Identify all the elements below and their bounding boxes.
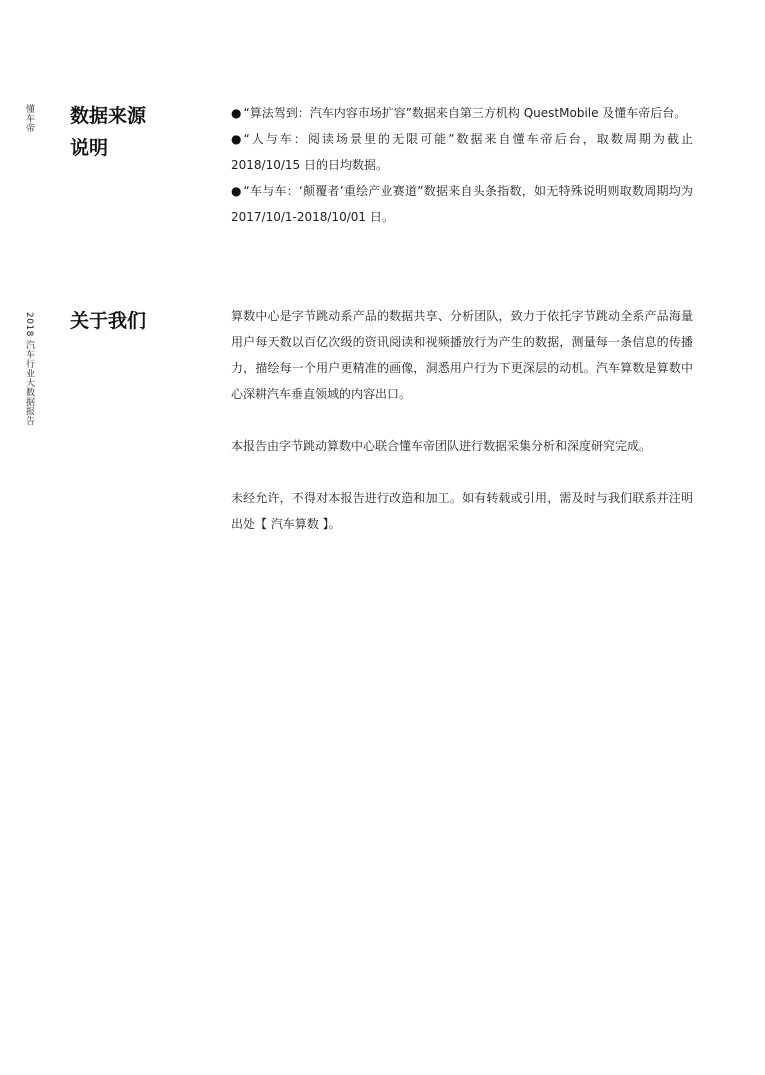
about-paragraph: 未经允许，不得对本报告进行改造和加工。如有转载或引用，需及时与我们联系并注明出处【 汽车算数 】。 — [231, 491, 693, 531]
list-item — [231, 178, 693, 230]
about-us-content — [231, 303, 693, 563]
data-sources-heading-line1: 数据来源 — [70, 105, 147, 127]
bullet-icon: ● — [231, 184, 242, 198]
data-source-text: “人与车：阅读场景里的无限可能”数据来自懂车帝后台，取数周期为截止 2018/10/15 日的日均数据。 — [231, 132, 693, 172]
list-item — [231, 126, 693, 178]
about-paragraph: 本报告由字节跳动算数中心联合懂车帝团队进行数据采集分析和深度研究完成。 — [231, 439, 652, 453]
about-us-heading: 关于我们 — [70, 310, 147, 332]
sidebar-brand-label: 懂车帝 — [24, 104, 34, 133]
data-sources-heading — [70, 100, 180, 164]
data-sources-list — [231, 100, 693, 230]
sidebar-report-title: 2018 汽车行业大数据报告 — [24, 312, 34, 426]
data-source-text: “车与车：‘颠覆者’重绘产业赛道”数据来自头条指数，如无特殊说明则取数周期均为 2017/10/1-2018/10/01 日。 — [231, 184, 693, 224]
data-sources-heading-line2: 说明 — [70, 137, 109, 159]
list-item — [231, 100, 693, 126]
bullet-icon: ● — [231, 106, 242, 120]
bullet-icon: ● — [231, 132, 242, 146]
data-source-text: “算法驾到：汽车内容市场扩容”数据来自第三方机构 QuestMobile 及懂车帝后台。 — [243, 106, 687, 120]
about-paragraph: 算数中心是字节跳动系产品的数据共享、分析团队，致力于依托字节跳动全系产品海量用户每天数以百亿次级的资讯阅读和视频播放行为产生的数据，测量每一条信息的传播力，描绘每一个用户更精准的画像，洞悉用户行为下更深层的动机。汽车算数是算数中心深耕汽车垂直领域的内容出口。 — [231, 309, 693, 401]
